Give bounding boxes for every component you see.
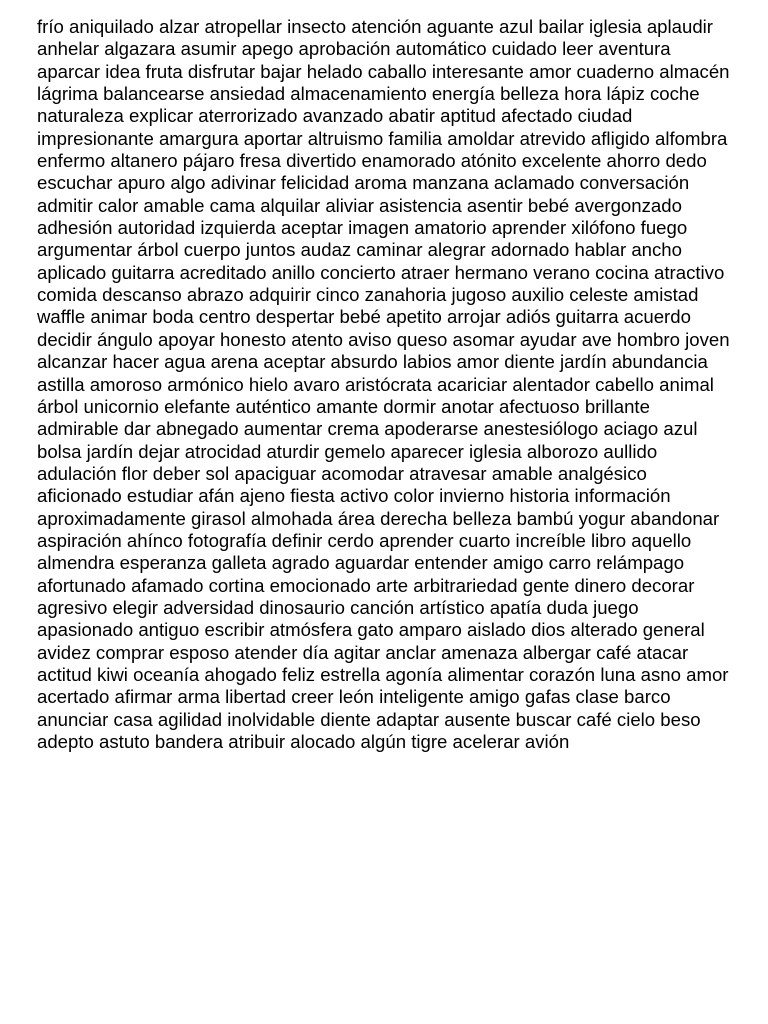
- text-line: aparcar idea fruta disfrutar bajar helado caballo interesante amor cuaderno almacén: [37, 60, 730, 82]
- text-line: apasionado antiguo escribir atmósfera gato amparo aislado dios alterado general: [37, 619, 705, 641]
- text-line: afortunado afamado cortina emocionado arte arbitrariedad gente dinero decorar: [37, 574, 695, 596]
- text-line: árbol unicornio elefante auténtico amante dormir anotar afectuoso brillante: [37, 395, 650, 417]
- text-line: aspiración ahínco fotografía definir cerdo aprender cuarto increíble libro aquello: [37, 529, 692, 551]
- text-line: astilla amoroso armónico hielo avaro aristócrata acariciar alentador cabello animal: [37, 373, 714, 395]
- text-line: enfermo altanero pájaro fresa divertido enamorado atónito excelente ahorro dedo: [37, 150, 707, 172]
- text-line: bolsa jardín dejar atrocidad aturdir gemelo aparecer iglesia alborozo aullido: [37, 440, 658, 462]
- text-line: avidez comprar esposo atender día agitar anclar amenaza albergar café atacar: [37, 641, 689, 663]
- text-line: escuchar apuro algo adivinar felicidad aroma manzana aclamado conversación: [37, 172, 690, 194]
- text-line: impresionante amargura aportar altruismo familia amoldar atrevido afligido alfombra: [37, 127, 728, 149]
- text-line: anunciar casa agilidad inolvidable diente adaptar ausente buscar café cielo beso: [37, 708, 701, 730]
- text-line: naturaleza explicar aterrorizado avanzado abatir aptitud afectado ciudad: [37, 105, 633, 127]
- text-line: admirable dar abnegado aumentar crema apoderarse anestesiólogo aciago azul: [37, 418, 698, 440]
- text-line: waffle animar boda centro despertar bebé apetito arrojar adiós guitarra acuerdo: [37, 306, 691, 328]
- text-line: actitud kiwi oceanía ahogado feliz estrella agonía alimentar corazón luna asno amor: [37, 663, 729, 685]
- text-line: adulación flor deber sol apaciguar acomodar atravesar amable analgésico: [37, 462, 647, 484]
- text-line: aplicado guitarra acreditado anillo concierto atraer hermano verano cocina atractivo: [37, 261, 725, 283]
- text-line: frío aniquilado alzar atropellar insecto atención aguante azul bailar iglesia aplaudir: [37, 16, 714, 37]
- text-line: argumentar árbol cuerpo juntos audaz caminar alegrar adornado hablar ancho: [37, 239, 682, 261]
- text-line: adhesión autoridad izquierda aceptar imagen amatorio aprender xilófono fuego: [37, 217, 688, 239]
- text-line: comida descanso abrazo adquirir cinco zanahoria jugoso auxilio celeste amistad: [37, 284, 699, 306]
- text-line: lágrima balancearse ansiedad almacenamiento energía belleza hora lápiz coche: [37, 83, 700, 105]
- text-line: decidir ángulo apoyar honesto atento aviso queso asomar ayudar ave hombro joven: [37, 328, 730, 350]
- text-line: acertado afirmar arma libertad creer león inteligente amigo gafas clase barco: [37, 686, 671, 708]
- text-line: alcanzar hacer agua arena aceptar absurdo labios amor diente jardín abundancia: [37, 351, 708, 373]
- text-line: aproximadamente girasol almohada área derecha belleza bambú yogur abandonar: [37, 507, 720, 529]
- text-line: aficionado estudiar afán ajeno fiesta activo color invierno historia información: [37, 485, 671, 507]
- text-line: adepto astuto bandera atribuir alocado algún tigre acelerar avión: [37, 731, 570, 752]
- text-line: almendra esperanza galleta agrado aguardar entender amigo carro relámpago: [37, 552, 685, 574]
- text-line: anhelar algazara asumir apego aprobación automático cuidado leer aventura: [37, 38, 671, 60]
- text-line: agresivo elegir adversidad dinosaurio canción artístico apatía duda juego: [37, 596, 639, 618]
- word-list-text: [37, 16, 768, 753]
- text-line: admitir calor amable cama alquilar aliviar asistencia asentir bebé avergonzado: [37, 194, 682, 216]
